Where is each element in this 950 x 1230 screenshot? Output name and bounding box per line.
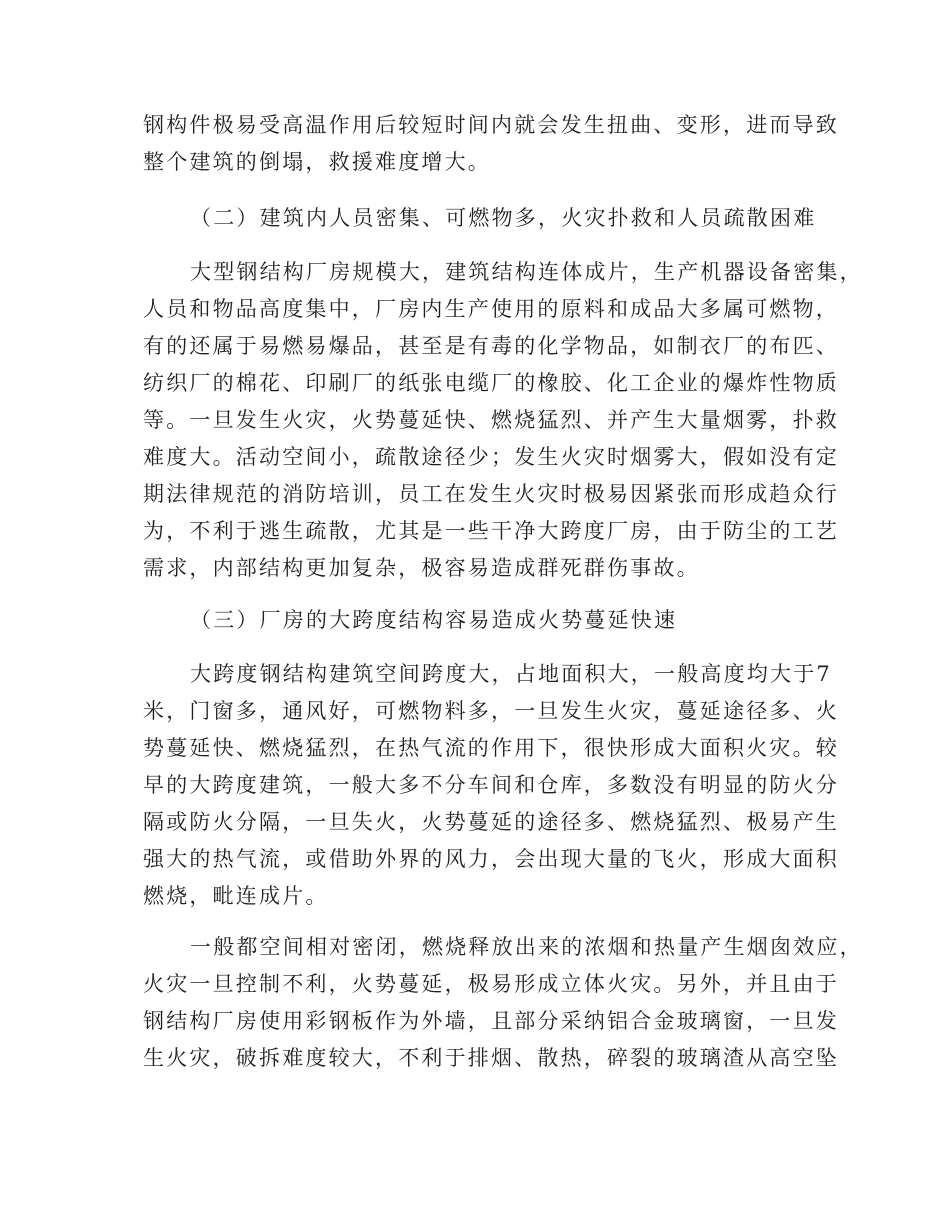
paragraph-line: 为，不利于逃生疏散，尤其是一些干净大跨度厂房，由于防尘的工艺 bbox=[143, 519, 839, 543]
paragraph-line: 难度大。活动空间小，疏散途径少；发生火灾时烟雾大，假如没有定 bbox=[143, 445, 839, 469]
paragraph-line: 一般都空间相对密闭，燃烧释放出来的浓烟和热量产生烟囱效应， bbox=[190, 935, 863, 959]
paragraph-line: 大型钢结构厂房规模大，建筑结构连体成片，生产机器设备密集， bbox=[190, 260, 863, 284]
paragraph-line: 钢结构厂房使用彩钢板作为外墙，且部分采纳铝合金玻璃窗，一旦发 bbox=[143, 1009, 839, 1033]
paragraph-line: 势蔓延快、燃烧猛烈，在热气流的作用下，很快形成大面积火灾。较 bbox=[143, 736, 839, 760]
paragraph-line: 期法律规范的消防培训，员工在发生火灾时极易因紧张而形成趋众行 bbox=[143, 482, 839, 506]
paragraph-line: 等。一旦发生火灾，火势蔓延快、燃烧猛烈、并产生大量烟雾，扑救 bbox=[143, 408, 839, 432]
section-heading: （二）建筑内人员密集、可燃物多，火灾扑救和人员疏散困难 bbox=[190, 206, 817, 230]
paragraph-line: 燃烧，毗连成片。 bbox=[143, 884, 329, 908]
paragraph-line: 火灾一旦控制不利，火势蔓延，极易形成立体火灾。另外，并且由于 bbox=[143, 972, 839, 996]
paragraph-line: 钢构件极易受高温作用后较短时间内就会发生扭曲、变形，进而导致 bbox=[143, 113, 839, 137]
paragraph-line: 米，门窗多，通风好，可燃物料多，一旦发生火灾，蔓延途径多、火 bbox=[143, 699, 839, 723]
paragraph-line: 人员和物品高度集中，厂房内生产使用的原料和成品大多属可燃物， bbox=[143, 297, 839, 321]
paragraph-line: 大跨度钢结构建筑空间跨度大，占地面积大，一般高度均大于7 bbox=[190, 662, 832, 686]
paragraph-line: 早的大跨度建筑，一般大多不分车间和仓库，多数没有明显的防火分 bbox=[143, 773, 839, 797]
paragraph-line: 隔或防火分隔，一旦失火，火势蔓延的途径多、燃烧猛烈、极易产生 bbox=[143, 810, 839, 834]
paragraph-line: 需求，内部结构更加复杂，极容易造成群死群伤事故。 bbox=[143, 556, 700, 580]
paragraph-line: 强大的热气流，或借助外界的风力，会出现大量的飞火，形成大面积 bbox=[143, 847, 839, 871]
paragraph-line: 纺织厂的棉花、印刷厂的纸张电缆厂的橡胶、化工企业的爆炸性物质 bbox=[143, 371, 839, 395]
paragraph-line: 整个建筑的倒塌，救援难度增大。 bbox=[143, 150, 491, 174]
section-heading: （三）厂房的大跨度结构容易造成火势蔓延快速 bbox=[190, 608, 678, 632]
paragraph-line: 生火灾，破拆难度较大，不利于排烟、散热，碎裂的玻璃渣从高空坠 bbox=[143, 1046, 839, 1070]
paragraph-line: 有的还属于易燃易爆品，甚至是有毒的化学物品，如制衣厂的布匹、 bbox=[143, 334, 839, 358]
